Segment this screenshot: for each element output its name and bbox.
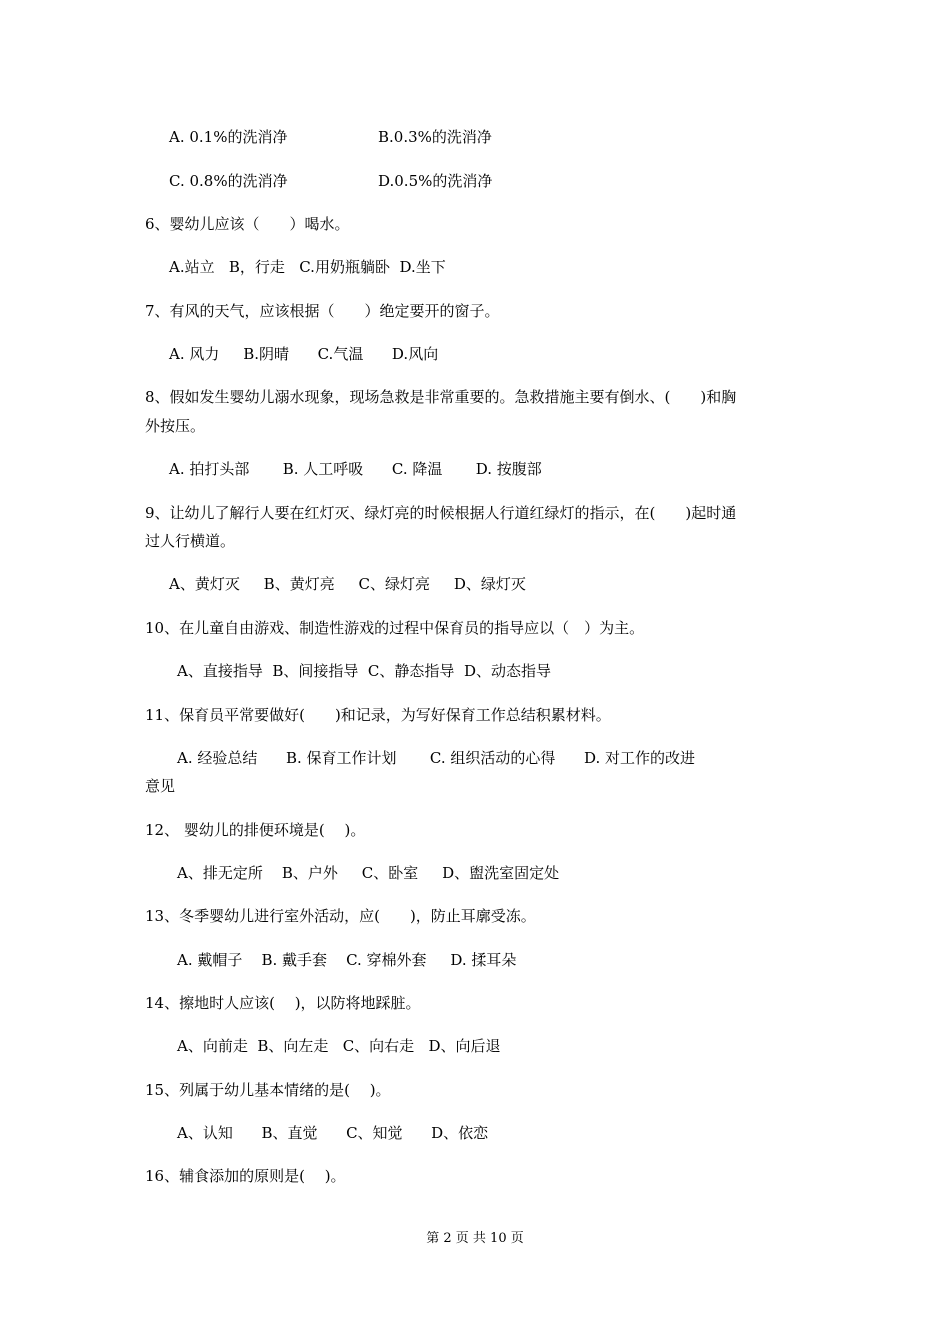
- q5-option-a: A. 0.1%的洗消净: [169, 128, 288, 146]
- q10-options: A、直接指导 B、间接指导 C、静态指导 D、动态指导: [177, 662, 551, 680]
- question-8-cont: 外按压。: [145, 417, 206, 435]
- question-6: 6、婴幼儿应该（ ）喝水。: [145, 215, 350, 233]
- question-11: 11、保育员平常要做好( )和记录，为写好保育工作总结积累材料。: [145, 706, 611, 724]
- question-16: 16、辅食添加的原则是( )。: [145, 1167, 346, 1185]
- question-9-cont: 过人行横道。: [145, 532, 236, 550]
- q11-options: A. 经验总结 B. 保育工作计划 C. 组织活动的心得 D. 对工作的改进: [177, 749, 696, 767]
- question-14: 14、擦地时人应该( )，以防将地踩脏。: [145, 994, 421, 1012]
- question-9: 9、让幼儿了解行人要在红灯灭、绿灯亮的时候根据人行道红绿灯的指示，在( )起时通: [145, 504, 737, 522]
- q6-options: A.站立 B，行走 C.用奶瓶躺卧 D.坐下: [169, 258, 446, 276]
- q11-options-cont: 意见: [145, 777, 176, 795]
- question-13: 13、冬季婴幼儿进行室外活动，应( )，防止耳廓受冻。: [145, 907, 536, 925]
- q5-option-c: C. 0.8%的洗消净: [169, 172, 288, 190]
- question-7: 7、有风的天气，应该根据（ ）绝定要开的窗子。: [145, 302, 500, 320]
- q12-options: A、排无定所 B、户外 C、卧室 D、盥洗室固定处: [177, 864, 560, 882]
- q5-option-b: B.0.3%的洗消净: [378, 128, 492, 146]
- q14-options: A、向前走 B、向左走 C、向右走 D、向后退: [177, 1037, 501, 1055]
- question-8: 8、假如发生婴幼儿溺水现象，现场急救是非常重要的。急救措施主要有倒水、( )和胸: [145, 388, 737, 406]
- q15-options: A、认知 B、直觉 C、知觉 D、依恋: [177, 1124, 489, 1142]
- question-10: 10、在儿童自由游戏、制造性游戏的过程中保育员的指导应以（ ）为主。: [145, 619, 645, 637]
- q7-options: A. 风力 B.阴晴 C.气温 D.风向: [169, 345, 439, 363]
- question-12: 12、 婴幼儿的排便环境是( )。: [145, 821, 366, 839]
- q8-options: A. 拍打头部 B. 人工呼吸 C. 降温 D. 按腹部: [169, 460, 542, 478]
- q13-options: A. 戴帽子 B. 戴手套 C. 穿棉外套 D. 揉耳朵: [177, 951, 517, 969]
- q9-options: A、黄灯灭 B、黄灯亮 C、绿灯亮 D、绿灯灭: [169, 575, 526, 593]
- question-15: 15、列属于幼儿基本情绪的是( )。: [145, 1081, 391, 1099]
- q5-option-d: D.0.5%的洗消净: [378, 172, 493, 190]
- page-number-footer: 第 2 页 共 10 页: [426, 1231, 524, 1246]
